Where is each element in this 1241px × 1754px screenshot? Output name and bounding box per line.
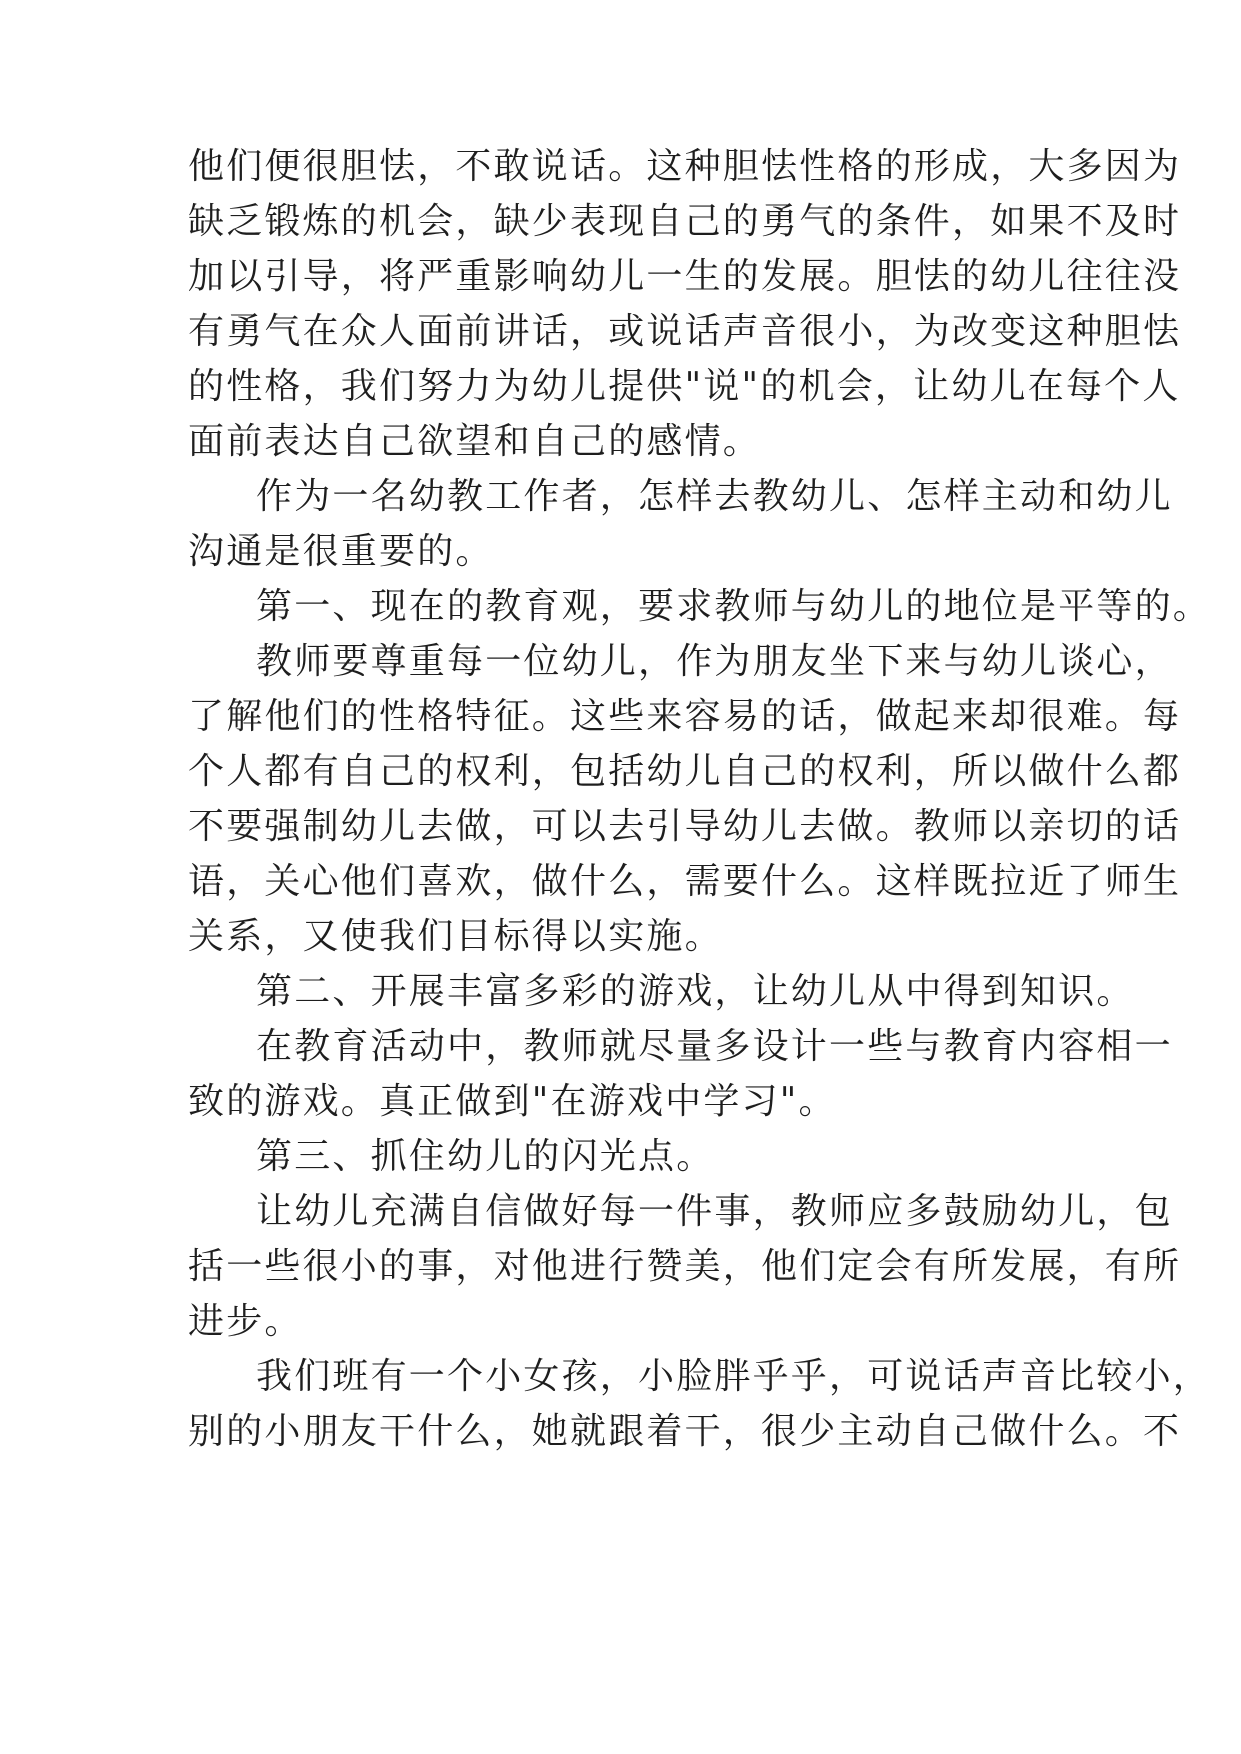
paragraph-first-line: 让幼儿充满自信做好每一件事，教师应多鼓励幼儿，包 bbox=[256, 1191, 1173, 1232]
paragraph-first-line: 我们班有一个小女孩，小脸胖乎乎，可说话声音比较小， bbox=[256, 1356, 1212, 1397]
text-line: 面前表达自己欲望和自己的感情。 bbox=[188, 421, 762, 462]
paragraph-first-line: 作为一名幼教工作者，怎样去教幼儿、怎样主动和幼儿 bbox=[256, 476, 1173, 517]
text-line: 进步。 bbox=[188, 1301, 303, 1342]
section-heading: 第三、抓住幼儿的闪光点。 bbox=[256, 1136, 715, 1177]
text-line: 沟通是很重要的。 bbox=[188, 531, 494, 572]
section-heading: 第二、开展丰富多彩的游戏，让幼儿从中得到知识。 bbox=[256, 971, 1135, 1012]
paragraph-first-line: 教师要尊重每一位幼儿，作为朋友坐下来与幼儿谈心， bbox=[256, 641, 1173, 682]
text-line: 关系，又使我们目标得以实施。 bbox=[188, 916, 723, 957]
text-line: 个人都有自己的权利，包括幼儿自己的权利，所以做什么都 bbox=[188, 751, 1182, 792]
text-line: 有勇气在众人面前讲话，或说话声音很小，为改变这种胆怯 bbox=[188, 311, 1182, 352]
text-line: 的性格，我们努力为幼儿提供"说"的机会，让幼儿在每个人 bbox=[188, 366, 1181, 407]
text-line: 加以引导，将严重影响幼儿一生的发展。胆怯的幼儿往往没 bbox=[188, 256, 1182, 297]
text-line: 缺乏锻炼的机会，缺少表现自己的勇气的条件，如果不及时 bbox=[188, 201, 1182, 242]
text-line: 括一些很小的事，对他进行赞美，他们定会有所发展，有所 bbox=[188, 1246, 1182, 1287]
text-line: 不要强制幼儿去做，可以去引导幼儿去做。教师以亲切的话 bbox=[188, 806, 1182, 847]
text-line: 他们便很胆怯，不敢说话。这种胆怯性格的形成，大多因为 bbox=[188, 146, 1182, 187]
section-heading: 第一、现在的教育观，要求教师与幼儿的地位是平等的。 bbox=[256, 586, 1212, 627]
text-line: 了解他们的性格特征。这些来容易的话，做起来却很难。每 bbox=[188, 696, 1182, 737]
text-line: 致的游戏。真正做到"在游戏中学习"。 bbox=[188, 1081, 837, 1122]
text-line: 语，关心他们喜欢，做什么，需要什么。这样既拉近了师生 bbox=[188, 861, 1182, 902]
paragraph-first-line: 在教育活动中，教师就尽量多设计一些与教育内容相一 bbox=[256, 1026, 1173, 1067]
text-line: 别的小朋友干什么，她就跟着干，很少主动自己做什么。不 bbox=[188, 1411, 1182, 1452]
